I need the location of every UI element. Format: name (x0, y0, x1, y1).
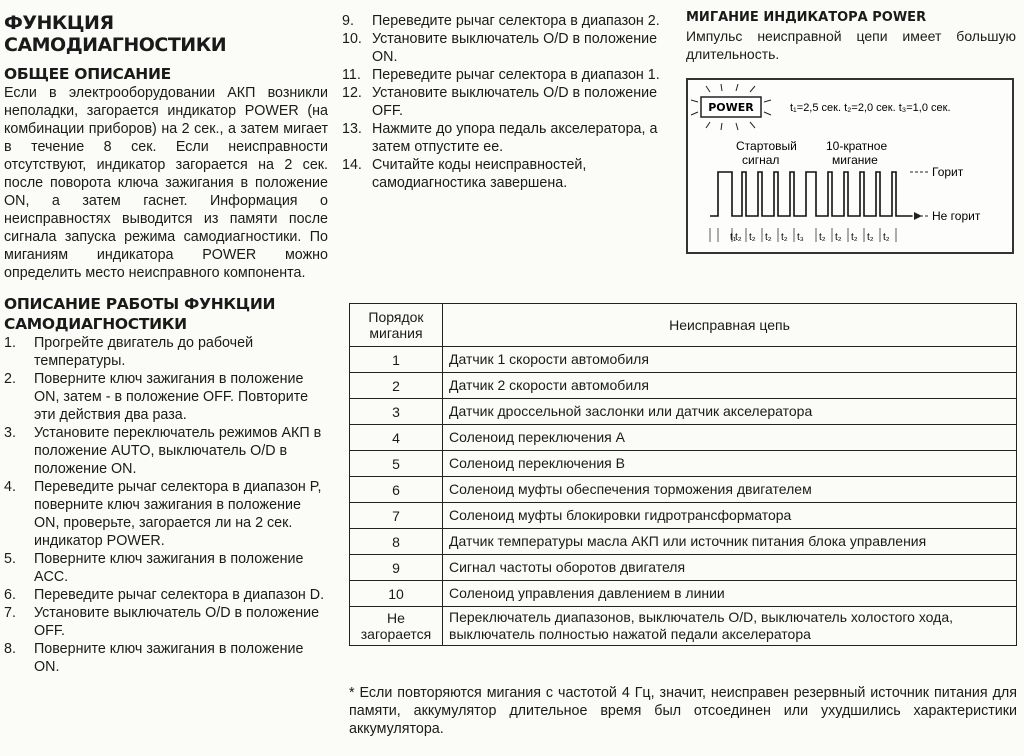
right-column (686, 0, 1016, 63)
list-item: 10. Установите выключатель O/D в положение ON. (342, 31, 658, 65)
footnote: * Если повторяются мигания с частотой 4 Гц, значит, неисправен резервный источник питания для памяти, аккумулятор длительное время был отсоединен или ухудшились характеристики аккумулятора. (349, 685, 1017, 737)
blink-order-cell: 10 (350, 581, 443, 607)
table-row (350, 347, 1017, 373)
time-label: t₂ (749, 232, 756, 243)
faulty-circuit-cell: Соленоид муфты блокировки гидротрансформатора (443, 503, 1017, 529)
time-axis-labels (735, 232, 890, 243)
list-item: 8. Поверните ключ зажигания в положение ON. (4, 641, 304, 675)
indicator-heading: МИГАНИЕ ИНДИКАТОРА POWER (686, 10, 927, 25)
time-label: t₂ (765, 232, 772, 243)
list-item: 4. Переведите рычаг селектора в диапазон P, поверните ключ зажигания в положение ON, проверьте, загорается ли на 2 сек. индикатор POWER. (4, 479, 322, 549)
faulty-circuit-cell: Соленоид переключения B (443, 451, 1017, 477)
list-item: 2. Поверните ключ зажигания в положение ON, затем - в положение OFF. Повторите эти действия два раза. (4, 371, 309, 423)
list-item: 13. Нажмите до упора педаль акселератора, а затем отпустите ее. (342, 121, 658, 155)
lamp-label: POWER (708, 101, 754, 114)
time-label: t₂ (851, 232, 858, 243)
general-heading: ОБЩЕЕ ОПИСАНИЕ (4, 65, 171, 83)
table-row (350, 529, 1017, 555)
faulty-circuit-cell: Датчик температуры масла АКП или источник питания блока управления (443, 529, 1017, 555)
table-row (350, 451, 1017, 477)
steps-list-part1 (4, 334, 328, 676)
start-label-line1: Стартовый (736, 139, 797, 153)
blink-order-cell: 6 (350, 477, 443, 503)
faulty-circuit-cell: Датчик 2 скорости автомобиля (443, 373, 1017, 399)
blink-label-line2: мигание (832, 153, 878, 167)
operation-heading: ОПИСАНИЕ РАБОТЫ ФУНКЦИИ САМОДИАГНОСТИКИ (4, 295, 276, 333)
blink-order-cell: 4 (350, 425, 443, 451)
middle-column (342, 12, 664, 192)
list-item: 6. Переведите рычаг селектора в диапазон D. (4, 587, 325, 603)
table-row (350, 425, 1017, 451)
blink-order-cell: 7 (350, 503, 443, 529)
faulty-circuit-cell: Датчик 1 скорости автомобиля (443, 347, 1017, 373)
table-row (350, 607, 1017, 646)
list-item: 7. Установите выключатель O/D в положение OFF. (4, 605, 320, 639)
off-label: Не горит (932, 209, 981, 223)
indicator-text: Импульс неисправной цепи имеет большую длительность. (686, 28, 1016, 62)
time-label: t₂ (867, 232, 874, 243)
blink-order-cell: Не загорается (350, 607, 443, 646)
table-row (350, 477, 1017, 503)
list-item: 9. Переведите рычаг селектора в диапазон 2. (342, 13, 660, 29)
header-circuit: Неисправная цепь (443, 304, 1017, 347)
table-row (350, 399, 1017, 425)
faulty-circuit-cell: Соленоид переключения A (443, 425, 1017, 451)
list-item: 11. Переведите рычаг селектора в диапазон 1. (342, 67, 660, 83)
list-item: 5. Поверните ключ зажигания в положение ACC. (4, 551, 304, 585)
faulty-circuit-cell: Соленоид управления давлением в линии (443, 581, 1017, 607)
blink-timing-svg (688, 80, 1012, 252)
list-item: 1. Прогрейте двигатель до рабочей температуры. (4, 335, 254, 369)
time-label: t₂ (735, 232, 742, 243)
faulty-circuit-cell: Переключатель диапазонов, выключатель O/D, выключатель холостого хода, выключатель полностью нажатой педали акселератора (443, 607, 1017, 646)
table-row (350, 581, 1017, 607)
time-label: t₃ (797, 232, 804, 243)
blink-order-cell: 2 (350, 373, 443, 399)
on-label: Горит (932, 165, 964, 179)
blink-order-cell: 3 (350, 399, 443, 425)
header-order: Порядок мигания (350, 304, 443, 347)
list-item: 12. Установите выключатель O/D в положение OFF. (342, 85, 658, 119)
faulty-circuit-cell: Сигнал частоты оборотов двигателя (443, 555, 1017, 581)
page-title: ФУНКЦИЯ САМОДИАГНОСТИКИ (4, 12, 227, 56)
general-text: Если в электрооборудовании АКП возникли неполадки, загорается индикатор POWER (на комбинации приборов) на 2 сек., а затем мигает в течение 8 сек. Если неисправности отсутствуют, индикатор загорается на 2 сек. после поворота ключа зажигания в положение ON, а затем гаснет. Информация о неисправностях выводится из памяти после сигнала запуска режима самодиагностики. По миганиям индикатора POWER можно определить место неисправного компонента. (4, 85, 328, 281)
table-row (350, 373, 1017, 399)
blink-order-cell: 1 (350, 347, 443, 373)
left-column (4, 0, 328, 676)
faulty-circuit-cell: Датчик дроссельной заслонки или датчик акселератора (443, 399, 1017, 425)
list-item: 3. Установите переключатель режимов АКП в положение AUTO, выключатель O/D в положение ON. (4, 425, 322, 477)
timing-text: t₁=2,5 сек. t₂=2,0 сек. t₃=1,0 сек. (790, 102, 951, 114)
time-label: t₂ (781, 232, 788, 243)
power-lamp-icon (691, 84, 771, 130)
blink-order-cell: 9 (350, 555, 443, 581)
time-label: t₂ (819, 232, 826, 243)
fault-codes-table (349, 303, 1017, 646)
blink-label-line1: 10-кратное (826, 139, 888, 153)
time-label: t₂ (883, 232, 890, 243)
table-row (350, 555, 1017, 581)
blink-order-cell: 8 (350, 529, 443, 555)
steps-list-part2 (342, 12, 664, 192)
blink-waveform (710, 172, 912, 216)
start-label-line2: сигнал (742, 153, 780, 167)
faulty-circuit-cell: Соленоид муфты обеспечения торможения двигателем (443, 477, 1017, 503)
list-item: 14. Считайте коды неисправностей, самодиагностика завершена. (342, 157, 587, 191)
blink-order-cell: 5 (350, 451, 443, 477)
power-blink-diagram (686, 78, 1014, 254)
t1-label: t₁ (730, 232, 737, 243)
time-label: t₂ (835, 232, 842, 243)
table-row (350, 503, 1017, 529)
